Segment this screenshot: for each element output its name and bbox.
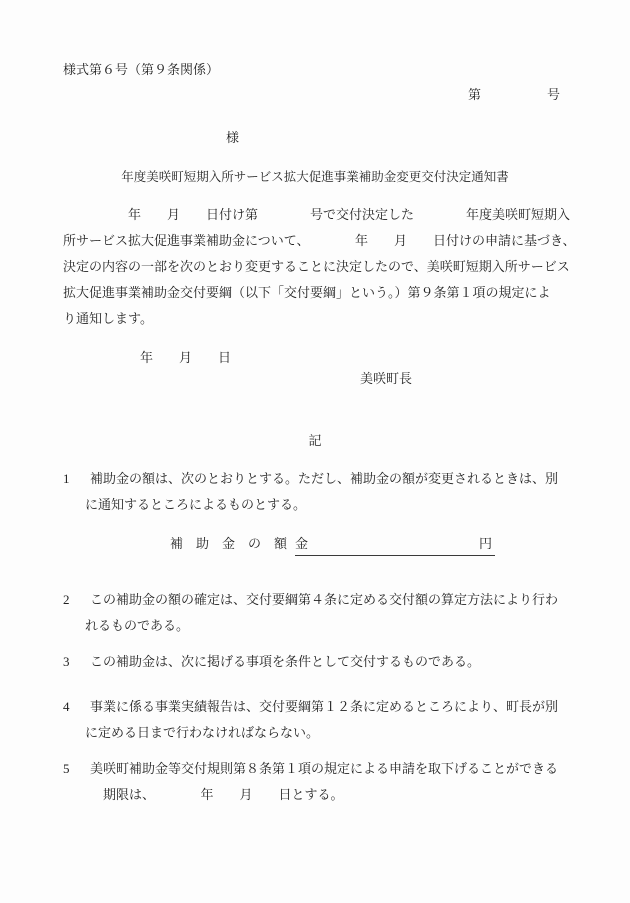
- item-text: 美咲町補助金等交付規則第８条第１項の規定による申請を取下げることができる: [90, 761, 559, 776]
- mayor-signature-line: 美咲町長: [360, 371, 413, 386]
- item-text: に通知するところによるものとする。: [85, 497, 307, 512]
- document-title: 年度美咲町短期入所サービス拡大促進事業補助金変更交付決定通知書: [121, 170, 509, 184]
- recipient-honorific: 様: [226, 130, 240, 145]
- body-paragraph: [63, 202, 576, 332]
- doc-number-suffix: 号: [546, 87, 560, 102]
- item-text: 期限は、 年 月 日とする。: [103, 787, 344, 802]
- item-number: 3: [63, 654, 70, 669]
- currency-suffix: 円: [479, 536, 493, 551]
- list-item-1: [63, 466, 571, 518]
- body-paragraph-line: 所サービス拡大促進事業補助金について、 年 月 日付けの申請に基づき、: [63, 233, 576, 248]
- subsidy-amount-row: [170, 533, 495, 556]
- currency-prefix: 金: [295, 536, 309, 551]
- list-item-2: [63, 587, 571, 639]
- item-text: れるものである。: [85, 618, 190, 633]
- amount-label: 補 助 金 の 額: [170, 536, 288, 551]
- item-number: 5: [63, 761, 70, 776]
- form-number-label: 様式第６号（第９条関係）: [63, 62, 220, 77]
- amount-fill-blank: [295, 533, 495, 556]
- doc-number-prefix: 第: [468, 87, 482, 102]
- item-number: 4: [63, 699, 70, 714]
- document-number-line: [468, 82, 560, 108]
- record-marker: 記: [308, 433, 322, 448]
- item-text: 補助金の額は、次のとおりとする。ただし、補助金の額が変更されるときは、別: [90, 471, 559, 486]
- item-number: 1: [63, 471, 70, 486]
- item-number: 2: [63, 592, 70, 607]
- list-item-5: [63, 756, 571, 808]
- item-text: この補助金は、次に掲げる事項を条件として交付するものである。: [90, 654, 481, 669]
- body-paragraph-line: り通知します。: [63, 311, 153, 326]
- issue-date-line: 年 月 日: [140, 350, 232, 365]
- item-text: この補助金の額の確定は、交付要綱第４条に定める交付額の算定方法により行わ: [90, 592, 559, 607]
- list-item-4: [63, 694, 571, 746]
- body-paragraph-line: 年 月 日付け第 号で交付決定した 年度美咲町短期入: [63, 207, 571, 222]
- body-paragraph-line: 決定の内容の一部を次のとおり変更することに決定したので、美咲町短期入所サービス: [63, 259, 570, 274]
- list-item-3: [63, 649, 571, 675]
- body-paragraph-line: 拡大促進事業補助金交付要綱（以下「交付要綱」という。）第９条第１項の規定によ: [63, 285, 551, 300]
- item-text: 事業に係る事業実績報告は、交付要綱第１２条に定めるところにより、町長が別: [90, 699, 559, 714]
- item-text: に定める日まで行わなければならない。: [85, 725, 320, 740]
